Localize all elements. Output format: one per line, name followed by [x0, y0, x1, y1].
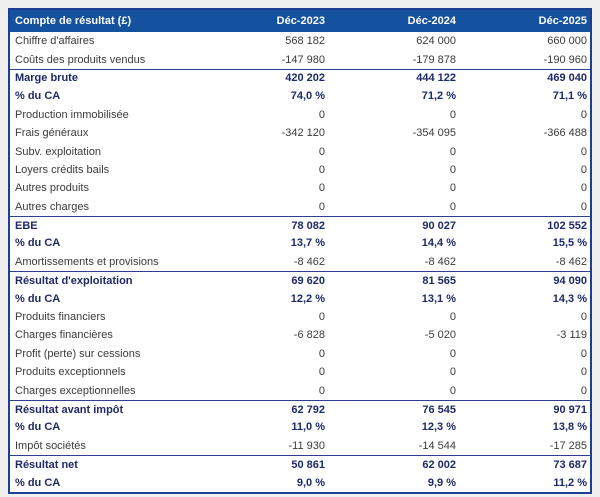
row-value-dec-2025: 0: [580, 311, 587, 324]
row-value-dec-2023: 13,7 %: [290, 237, 325, 250]
table-row: [10, 418, 590, 436]
row-value-dec-2023: 0: [318, 200, 325, 213]
table-title: Compte de résultat (£): [15, 15, 132, 27]
row-value-dec-2025: 0: [580, 347, 587, 360]
table-row: [10, 106, 590, 124]
table-row: [10, 326, 590, 344]
table-row: [10, 363, 590, 381]
row-label: Charges exceptionnelles: [15, 384, 136, 397]
table-row: [10, 381, 590, 399]
row-label: Amortissements et provisions: [15, 255, 159, 268]
row-value-dec-2025: -3 119: [556, 329, 587, 342]
row-value-dec-2025: 15,5 %: [552, 237, 587, 250]
column-header-dec-2024: Déc-2024: [407, 15, 456, 27]
row-value-dec-2024: -8 462: [424, 255, 456, 268]
row-value-dec-2023: 0: [318, 108, 325, 121]
table-row: [10, 234, 590, 252]
table-row: [10, 142, 590, 160]
row-value-dec-2025: -366 488: [543, 127, 587, 140]
row-value-dec-2023: 0: [318, 366, 325, 379]
row-value-dec-2025: 0: [580, 163, 587, 176]
table-row: [10, 253, 590, 271]
row-value-dec-2025: 13,8 %: [552, 421, 587, 434]
row-label: Loyers crédits bails: [15, 163, 110, 176]
table-row: [10, 289, 590, 307]
table-body: [10, 32, 590, 492]
row-value-dec-2023: 62 792: [291, 403, 325, 416]
row-value-dec-2024: 13,1 %: [421, 292, 456, 305]
row-value-dec-2023: -11 930: [288, 439, 325, 452]
row-value-dec-2023: -147 980: [281, 53, 325, 66]
table-row: [10, 455, 590, 473]
row-label: % du CA: [15, 90, 61, 103]
row-label: EBE: [15, 219, 38, 232]
row-value-dec-2025: 71,1 %: [552, 90, 587, 103]
row-value-dec-2024: 71,2 %: [421, 90, 456, 103]
row-value-dec-2025: -190 960: [543, 53, 587, 66]
row-value-dec-2025: 14,3 %: [552, 292, 587, 305]
table-row: [10, 179, 590, 197]
row-value-dec-2023: 69 620: [291, 274, 325, 287]
row-value-dec-2025: 73 687: [553, 458, 587, 471]
row-value-dec-2024: 62 002: [422, 458, 456, 471]
row-value-dec-2024: -354 095: [412, 127, 456, 140]
table-row: [10, 473, 590, 491]
row-label: Production immobilisée: [15, 108, 129, 121]
table-header-row: [10, 10, 590, 32]
table-row: [10, 161, 590, 179]
row-value-dec-2024: -179 878: [412, 53, 456, 66]
row-label: % du CA: [15, 476, 61, 489]
row-value-dec-2025: 469 040: [547, 72, 587, 85]
row-value-dec-2024: 9,9 %: [427, 476, 456, 489]
row-value-dec-2025: 660 000: [547, 35, 587, 48]
table-row: [10, 400, 590, 418]
row-value-dec-2025: 0: [580, 182, 587, 195]
row-value-dec-2024: 0: [449, 311, 456, 324]
table-row: [10, 345, 590, 363]
row-value-dec-2024: 0: [449, 108, 456, 121]
row-label: Autres charges: [15, 200, 89, 213]
row-value-dec-2025: 0: [580, 366, 587, 379]
row-label: Charges financières: [15, 329, 113, 342]
row-value-dec-2023: -6 828: [293, 329, 325, 342]
row-value-dec-2023: 9,0 %: [296, 476, 325, 489]
row-value-dec-2025: 102 552: [547, 219, 587, 232]
row-value-dec-2024: 12,3 %: [421, 421, 456, 434]
row-label: Coûts des produits vendus: [15, 53, 146, 66]
row-value-dec-2025: 94 090: [553, 274, 587, 287]
row-value-dec-2024: 90 027: [422, 219, 456, 232]
row-label: Résultat net: [15, 458, 78, 471]
row-value-dec-2024: 14,4 %: [421, 237, 456, 250]
row-value-dec-2025: -8 462: [555, 255, 587, 268]
table-row: [10, 69, 590, 87]
row-value-dec-2023: 0: [318, 182, 325, 195]
row-label: Marge brute: [15, 72, 78, 85]
row-value-dec-2024: 0: [449, 200, 456, 213]
row-value-dec-2025: 0: [580, 200, 587, 213]
row-label: Résultat avant impôt: [15, 403, 124, 416]
row-value-dec-2024: 0: [449, 366, 456, 379]
row-value-dec-2024: 81 565: [422, 274, 456, 287]
row-label: Produits exceptionnels: [15, 366, 126, 379]
row-value-dec-2025: 0: [580, 384, 587, 397]
row-value-dec-2024: 0: [449, 347, 456, 360]
table-row: [10, 216, 590, 234]
row-value-dec-2023: 12,2 %: [290, 292, 325, 305]
table-row: [10, 50, 590, 68]
row-value-dec-2023: 0: [318, 347, 325, 360]
row-label: Autres produits: [15, 182, 89, 195]
table-row: [10, 271, 590, 289]
row-value-dec-2023: 0: [318, 384, 325, 397]
row-value-dec-2025: 11,2 %: [553, 476, 587, 489]
row-value-dec-2024: 444 122: [416, 72, 456, 85]
column-header-dec-2025: Déc-2025: [538, 15, 587, 27]
table-row: [10, 308, 590, 326]
row-label: Résultat d'exploitation: [15, 274, 133, 287]
row-label: % du CA: [15, 421, 61, 434]
income-statement-table: [8, 8, 592, 494]
row-value-dec-2025: 0: [580, 108, 587, 121]
row-label: % du CA: [15, 237, 61, 250]
column-header-dec-2023: Déc-2023: [276, 15, 325, 27]
row-value-dec-2023: 0: [318, 311, 325, 324]
row-value-dec-2025: 0: [580, 145, 587, 158]
row-value-dec-2024: 0: [449, 384, 456, 397]
row-value-dec-2023: 50 861: [291, 458, 325, 471]
row-value-dec-2023: 0: [318, 145, 325, 158]
row-value-dec-2024: -14 544: [418, 439, 456, 452]
row-label: Subv. exploitation: [15, 145, 102, 158]
table-row: [10, 198, 590, 216]
row-label: Chiffre d'affaires: [15, 35, 95, 48]
row-value-dec-2024: 624 000: [416, 35, 456, 48]
row-value-dec-2023: 420 202: [285, 72, 325, 85]
row-value-dec-2024: 76 545: [422, 403, 456, 416]
row-value-dec-2023: 0: [318, 163, 325, 176]
row-value-dec-2023: 74,0 %: [290, 90, 325, 103]
row-value-dec-2023: -8 462: [293, 255, 325, 268]
row-value-dec-2023: 568 182: [285, 35, 325, 48]
row-label: Frais généraux: [15, 127, 89, 140]
row-value-dec-2023: 11,0 %: [291, 421, 325, 434]
row-value-dec-2023: 78 082: [291, 219, 325, 232]
row-value-dec-2023: -342 120: [281, 127, 325, 140]
row-value-dec-2024: 0: [449, 145, 456, 158]
table-row: [10, 32, 590, 50]
row-value-dec-2025: -17 285: [549, 439, 587, 452]
row-value-dec-2024: 0: [449, 163, 456, 176]
table-row: [10, 437, 590, 455]
row-value-dec-2024: 0: [449, 182, 456, 195]
row-label: Profit (perte) sur cessions: [15, 347, 141, 360]
table-row: [10, 87, 590, 105]
row-label: % du CA: [15, 292, 61, 305]
row-label: Impôt sociétés: [15, 439, 86, 452]
row-label: Produits financiers: [15, 311, 106, 324]
row-value-dec-2025: 90 971: [553, 403, 587, 416]
row-value-dec-2024: -5 020: [424, 329, 456, 342]
table-row: [10, 124, 590, 142]
